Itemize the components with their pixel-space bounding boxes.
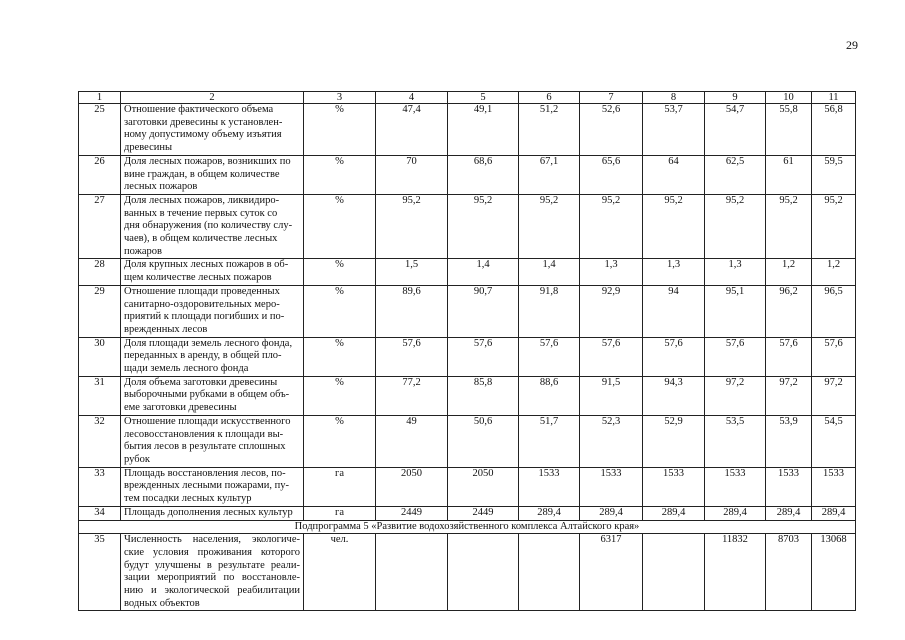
row-number-cell: 33 bbox=[79, 467, 121, 506]
value-cell: 85,8 bbox=[448, 376, 519, 415]
unit-cell: % bbox=[304, 376, 376, 415]
value-cell: 57,6 bbox=[376, 337, 448, 376]
indicator-name-cell bbox=[121, 467, 304, 506]
value-cell: 1533 bbox=[705, 467, 766, 506]
page-number: 29 bbox=[846, 38, 858, 52]
column-number-cell: 11 bbox=[812, 92, 856, 104]
value-cell bbox=[376, 534, 448, 611]
value-cell: 289,4 bbox=[580, 506, 643, 520]
value-cell: 1533 bbox=[766, 467, 812, 506]
value-cell: 94,3 bbox=[643, 376, 705, 415]
value-cell: 68,6 bbox=[448, 155, 519, 194]
unit-cell: га bbox=[304, 506, 376, 520]
value-cell: 51,2 bbox=[519, 104, 580, 156]
value-cell: 89,6 bbox=[376, 285, 448, 337]
table-row bbox=[79, 104, 856, 156]
value-cell: 1533 bbox=[812, 467, 856, 506]
value-cell: 289,4 bbox=[766, 506, 812, 520]
column-number-cell: 1 bbox=[79, 92, 121, 104]
indicator-name-cell bbox=[121, 104, 304, 156]
indicator-line: приятий к площади погибших и по- bbox=[124, 311, 285, 323]
value-cell: 57,6 bbox=[812, 337, 856, 376]
value-cell: 53,5 bbox=[705, 415, 766, 467]
value-cell: 49 bbox=[376, 415, 448, 467]
value-cell: 95,2 bbox=[705, 194, 766, 259]
indicator-line: рубок bbox=[124, 453, 150, 465]
value-cell: 67,1 bbox=[519, 155, 580, 194]
value-cell: 53,7 bbox=[643, 104, 705, 156]
value-cell bbox=[519, 534, 580, 611]
value-cell: 51,7 bbox=[519, 415, 580, 467]
indicator-line: вине граждан, в общем количестве bbox=[124, 168, 280, 180]
value-cell: 62,5 bbox=[705, 155, 766, 194]
value-cell: 95,2 bbox=[376, 194, 448, 259]
table-row bbox=[79, 534, 856, 611]
indicator-line: врежденных лесов bbox=[124, 323, 208, 335]
indicator-line: пожаров bbox=[124, 245, 162, 257]
value-cell: 54,7 bbox=[705, 104, 766, 156]
value-cell: 49,1 bbox=[448, 104, 519, 156]
indicator-name-cell bbox=[121, 259, 304, 285]
table-row bbox=[79, 194, 856, 259]
indicator-line: Площадь восстановления лесов, по- bbox=[124, 467, 286, 479]
subprogram-row bbox=[79, 520, 856, 534]
value-cell: 1,2 bbox=[812, 259, 856, 285]
value-cell: 2050 bbox=[376, 467, 448, 506]
value-cell: 70 bbox=[376, 155, 448, 194]
indicator-name-cell bbox=[121, 415, 304, 467]
indicator-line: древесины bbox=[124, 142, 173, 154]
value-cell: 52,9 bbox=[643, 415, 705, 467]
row-number-cell: 35 bbox=[79, 534, 121, 611]
row-number-cell: 30 bbox=[79, 337, 121, 376]
indicator-line: Доля лесных пожаров, возникших по bbox=[124, 155, 291, 167]
table-row bbox=[79, 259, 856, 285]
value-cell: 91,8 bbox=[519, 285, 580, 337]
value-cell: 94 bbox=[643, 285, 705, 337]
unit-cell: чел. bbox=[304, 534, 376, 611]
row-number-cell: 34 bbox=[79, 506, 121, 520]
indicator-name-cell bbox=[121, 155, 304, 194]
row-number-cell: 29 bbox=[79, 285, 121, 337]
indicator-line: ному допустимому объему изъятия bbox=[124, 129, 282, 141]
value-cell: 1,4 bbox=[519, 259, 580, 285]
value-cell: 1533 bbox=[580, 467, 643, 506]
value-cell: 65,6 bbox=[580, 155, 643, 194]
unit-cell: % bbox=[304, 104, 376, 156]
value-cell: 97,2 bbox=[766, 376, 812, 415]
indicator-line: ванных в течение первых суток со bbox=[124, 207, 278, 219]
unit-cell: % bbox=[304, 415, 376, 467]
value-cell: 56,8 bbox=[812, 104, 856, 156]
value-cell: 289,4 bbox=[705, 506, 766, 520]
indicator-line: щади земель лесного фонда bbox=[124, 363, 249, 375]
indicator-line: Доля лесных пожаров, ликвидиро- bbox=[124, 194, 280, 206]
value-cell: 95,2 bbox=[519, 194, 580, 259]
value-cell: 289,4 bbox=[643, 506, 705, 520]
table-row bbox=[79, 376, 856, 415]
value-cell: 97,2 bbox=[705, 376, 766, 415]
table-row bbox=[79, 155, 856, 194]
indicator-line: еме заготовки древесины bbox=[124, 402, 237, 414]
unit-cell: % bbox=[304, 259, 376, 285]
value-cell: 2449 bbox=[448, 506, 519, 520]
indicator-name-cell bbox=[121, 534, 304, 611]
indicator-line: санитарно-оздоровительных меро- bbox=[124, 298, 280, 310]
indicator-line: тем посадки лесных культур bbox=[124, 493, 252, 505]
indicator-line: врежденных лесными пожарами, пу- bbox=[124, 480, 289, 492]
value-cell: 6317 bbox=[580, 534, 643, 611]
table-row bbox=[79, 337, 856, 376]
indicator-line: будут улучшены в результате реали- bbox=[124, 559, 300, 571]
value-cell: 2050 bbox=[448, 467, 519, 506]
value-cell: 57,6 bbox=[519, 337, 580, 376]
value-cell: 95,2 bbox=[643, 194, 705, 259]
unit-cell: % bbox=[304, 285, 376, 337]
indicator-name-cell bbox=[121, 337, 304, 376]
value-cell: 57,6 bbox=[448, 337, 519, 376]
indicator-name-cell bbox=[121, 506, 304, 520]
unit-cell: % bbox=[304, 155, 376, 194]
indicator-line: зации мероприятий по восстановле- bbox=[124, 572, 300, 584]
value-cell: 1,3 bbox=[705, 259, 766, 285]
indicator-line: заготовки древесины к установлен- bbox=[124, 116, 283, 128]
column-number-cell: 5 bbox=[448, 92, 519, 104]
value-cell: 289,4 bbox=[812, 506, 856, 520]
value-cell: 97,2 bbox=[812, 376, 856, 415]
column-number-cell: 8 bbox=[643, 92, 705, 104]
value-cell: 90,7 bbox=[448, 285, 519, 337]
table-row bbox=[79, 285, 856, 337]
indicator-line: Площадь дополнения лесных культур bbox=[124, 506, 293, 518]
column-number-cell: 10 bbox=[766, 92, 812, 104]
value-cell: 92,9 bbox=[580, 285, 643, 337]
column-number-cell: 7 bbox=[580, 92, 643, 104]
unit-cell: % bbox=[304, 337, 376, 376]
indicator-line: выборочными рубками в общем объ- bbox=[124, 389, 290, 401]
indicator-line: Доля крупных лесных пожаров в об- bbox=[124, 259, 289, 271]
value-cell: 52,3 bbox=[580, 415, 643, 467]
indicator-line: Численность населения, экологиче- bbox=[124, 534, 300, 546]
indicator-line: дня обнаружения (по количеству слу- bbox=[124, 220, 293, 232]
indicator-line: ские условия проживания которого bbox=[124, 546, 300, 558]
indicator-line: щем количестве лесных пожаров bbox=[124, 272, 272, 284]
value-cell: 50,6 bbox=[448, 415, 519, 467]
value-cell: 1533 bbox=[519, 467, 580, 506]
indicator-line: лесовосстановления к площади вы- bbox=[124, 428, 284, 440]
indicators-table bbox=[78, 91, 856, 611]
indicator-line: Доля объема заготовки древесины bbox=[124, 376, 278, 388]
indicator-line: бытия лесов в результате сплошных bbox=[124, 441, 286, 453]
row-number-cell: 25 bbox=[79, 104, 121, 156]
row-number-cell: 26 bbox=[79, 155, 121, 194]
value-cell: 57,6 bbox=[580, 337, 643, 376]
indicator-line: Отношение фактического объема bbox=[124, 104, 274, 115]
value-cell: 95,2 bbox=[580, 194, 643, 259]
value-cell: 1,3 bbox=[643, 259, 705, 285]
value-cell: 55,8 bbox=[766, 104, 812, 156]
indicator-name-cell bbox=[121, 194, 304, 259]
column-number-cell: 6 bbox=[519, 92, 580, 104]
row-number-cell: 27 bbox=[79, 194, 121, 259]
unit-cell: % bbox=[304, 194, 376, 259]
value-cell: 77,2 bbox=[376, 376, 448, 415]
value-cell: 95,2 bbox=[448, 194, 519, 259]
value-cell bbox=[643, 534, 705, 611]
value-cell: 1,5 bbox=[376, 259, 448, 285]
column-number-cell: 9 bbox=[705, 92, 766, 104]
value-cell: 1,3 bbox=[580, 259, 643, 285]
value-cell: 96,2 bbox=[766, 285, 812, 337]
value-cell: 53,9 bbox=[766, 415, 812, 467]
indicator-line: лесных пожаров bbox=[124, 181, 198, 193]
value-cell: 57,6 bbox=[643, 337, 705, 376]
value-cell: 1,4 bbox=[448, 259, 519, 285]
table-header-row bbox=[79, 92, 856, 104]
indicator-line: Доля площади земель лесного фонда, bbox=[124, 337, 293, 349]
column-number-cell: 4 bbox=[376, 92, 448, 104]
indicator-name-cell bbox=[121, 376, 304, 415]
indicator-line: чаев), в общем количестве лесных bbox=[124, 233, 278, 245]
value-cell: 57,6 bbox=[766, 337, 812, 376]
value-cell: 91,5 bbox=[580, 376, 643, 415]
indicator-line: нию и экологической реабилитации bbox=[124, 585, 300, 597]
value-cell: 64 bbox=[643, 155, 705, 194]
value-cell: 1533 bbox=[643, 467, 705, 506]
indicator-line: водных объектов bbox=[124, 597, 200, 609]
value-cell: 8703 bbox=[766, 534, 812, 611]
value-cell: 1,2 bbox=[766, 259, 812, 285]
table-row bbox=[79, 506, 856, 520]
value-cell: 2449 bbox=[376, 506, 448, 520]
value-cell: 47,4 bbox=[376, 104, 448, 156]
indicator-line: переданных в аренду, в общей пло- bbox=[124, 350, 282, 362]
indicator-line: Отношение площади искусственного bbox=[124, 415, 291, 427]
value-cell: 95,2 bbox=[812, 194, 856, 259]
value-cell: 289,4 bbox=[519, 506, 580, 520]
indicator-name-cell bbox=[121, 285, 304, 337]
value-cell: 52,6 bbox=[580, 104, 643, 156]
subprogram-title: Подпрограмма 5 «Развитие водохозяйственного комплекса Алтайского края» bbox=[79, 520, 856, 534]
value-cell: 57,6 bbox=[705, 337, 766, 376]
column-number-cell: 2 bbox=[121, 92, 304, 104]
row-number-cell: 31 bbox=[79, 376, 121, 415]
value-cell: 13068 bbox=[812, 534, 856, 611]
value-cell: 95,1 bbox=[705, 285, 766, 337]
row-number-cell: 32 bbox=[79, 415, 121, 467]
table-row bbox=[79, 415, 856, 467]
value-cell bbox=[448, 534, 519, 611]
value-cell: 95,2 bbox=[766, 194, 812, 259]
indicator-line: Отношение площади проведенных bbox=[124, 285, 280, 297]
value-cell: 61 bbox=[766, 155, 812, 194]
value-cell: 11832 bbox=[705, 534, 766, 611]
value-cell: 88,6 bbox=[519, 376, 580, 415]
row-number-cell: 28 bbox=[79, 259, 121, 285]
value-cell: 96,5 bbox=[812, 285, 856, 337]
column-number-cell: 3 bbox=[304, 92, 376, 104]
unit-cell: га bbox=[304, 467, 376, 506]
value-cell: 59,5 bbox=[812, 155, 856, 194]
value-cell: 54,5 bbox=[812, 415, 856, 467]
table-row bbox=[79, 467, 856, 506]
